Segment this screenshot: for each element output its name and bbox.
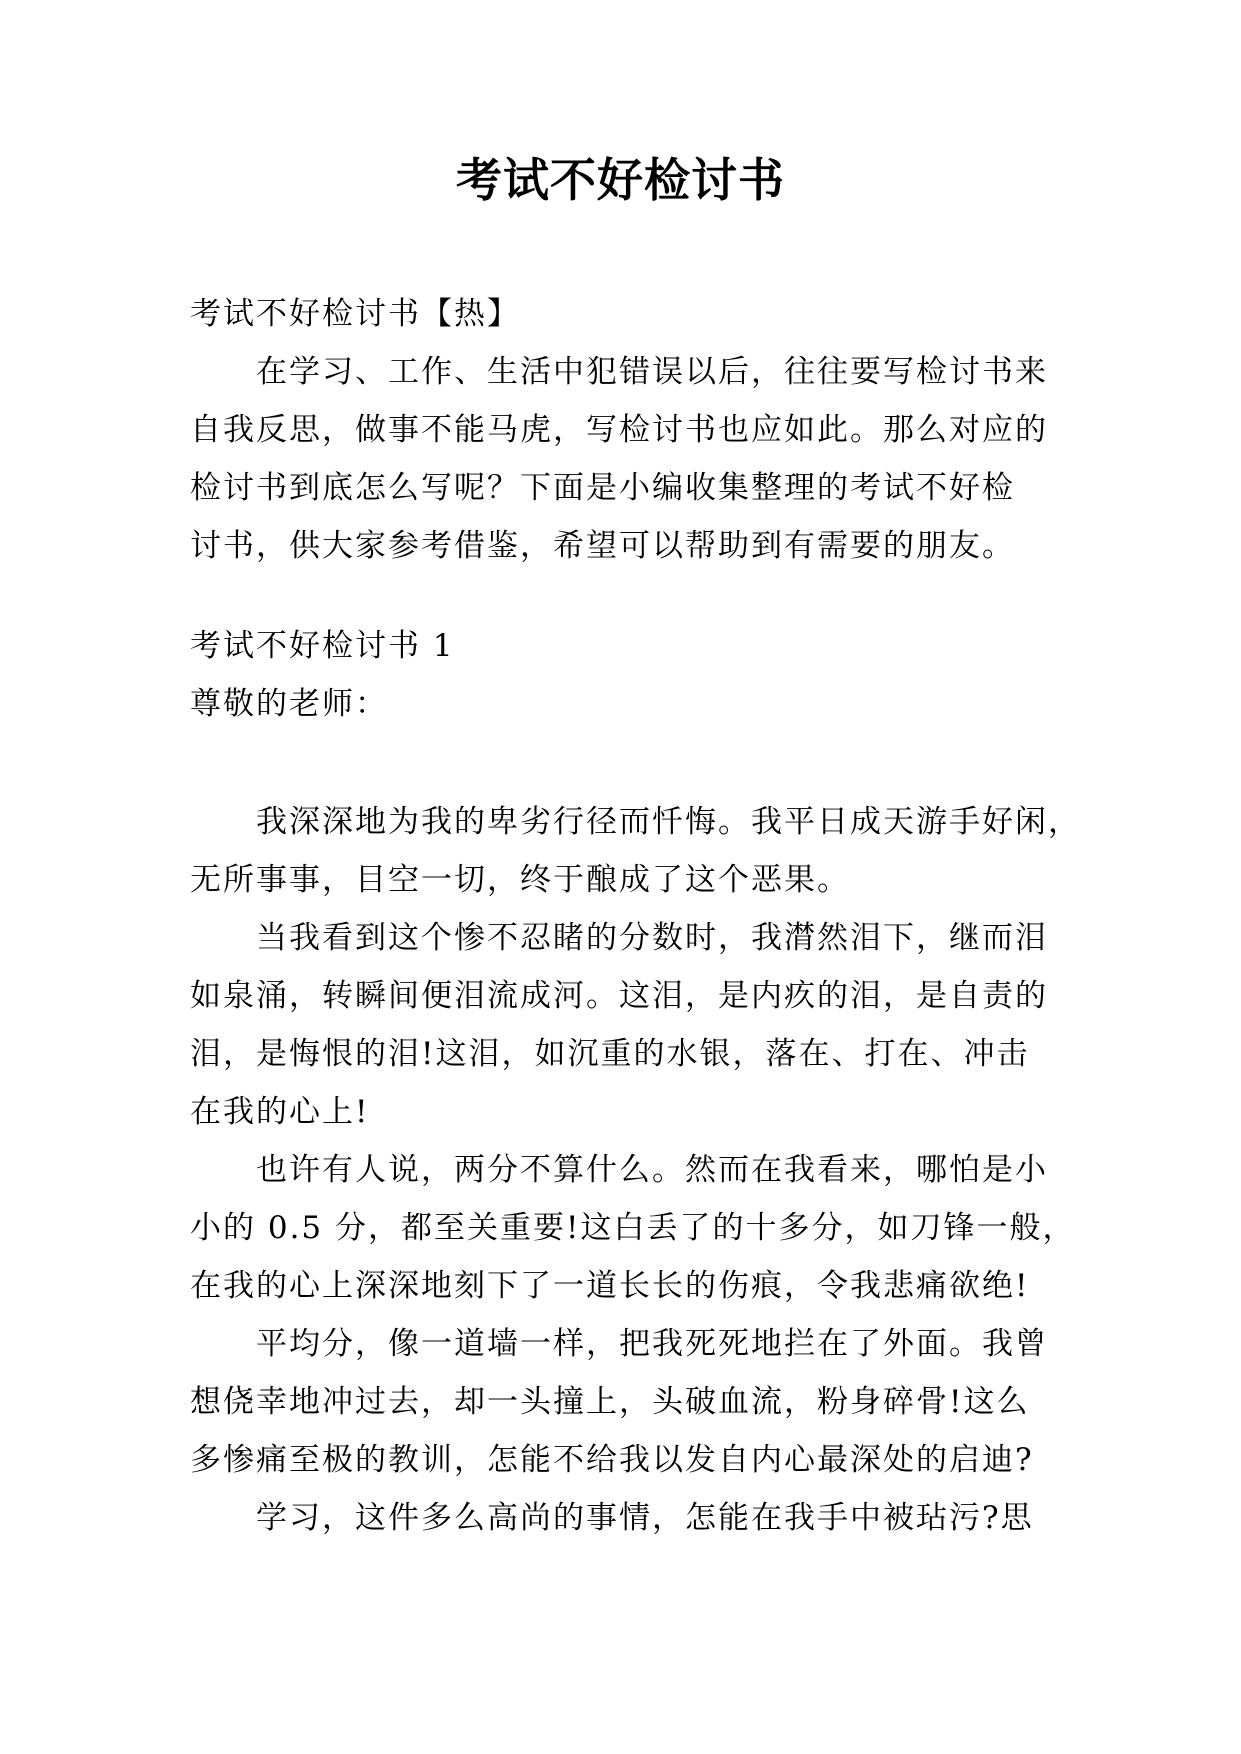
body-line-9: 在我的心上深深地刻下了一道长长的伤痕，令我悲痛欲绝! (190, 1268, 1030, 1304)
body-line-6: 在我的心上! (190, 1094, 370, 1130)
body-line-13: 学习，这件多么高尚的事情，怎能在我手中被玷污?思 (256, 1500, 1034, 1536)
intro-line-4: 讨书，供大家参考借鉴，希望可以帮助到有需要的朋友。 (190, 528, 1015, 564)
body-line-4: 如泉涌，转瞬间便泪流成河。这泪，是内疚的泪，是自责的 (190, 978, 1048, 1014)
body-line-1: 我深深地为我的卑劣行径而忏悔。我平日成天游手好闲， (256, 804, 1081, 840)
section-title: 考试不好检讨书 1 (190, 628, 455, 664)
heading-hot: 考试不好检讨书【热】 (190, 296, 520, 332)
body-line-3: 当我看到这个惨不忍睹的分数时，我潸然泪下，继而泪 (256, 920, 1048, 956)
body-line-8: 小的 0.5 分，都至关重要!这白丢了的十多分，如刀锋一般， (190, 1210, 1076, 1246)
spacer (190, 575, 1050, 617)
body-line-2: 无所事事，目空一切，终于酿成了这个恶果。 (190, 862, 850, 898)
intro-line-3: 检讨书到底怎么写呢？下面是小编收集整理的考试不好检 (190, 470, 1015, 506)
body-line-7: 也许有人说，两分不算什么。然而在我看来，哪怕是小 (256, 1152, 1048, 1188)
body-line-10: 平均分，像一道墙一样，把我死死地拦在了外面。我曾 (256, 1326, 1048, 1362)
spacer (190, 733, 1050, 793)
salutation: 尊敬的老师： (190, 686, 388, 722)
document-content (190, 285, 1081, 1547)
body-line-12: 多惨痛至极的教训，怎能不给我以发自内心最深处的启迪? (190, 1442, 1034, 1478)
body-line-11: 想侥幸地冲过去，却一头撞上，头破血流，粉身碎骨!这么 (190, 1384, 1030, 1420)
intro-line-2: 自我反思，做事不能马虎，写检讨书也应如此。那么对应的 (190, 412, 1048, 448)
intro-line-1: 在学习、工作、生活中犯错误以后，往往要写检讨书来 (256, 354, 1048, 390)
document-title: 考试不好检讨书 (456, 153, 785, 207)
body-line-5: 泪，是悔恨的泪!这泪，如沉重的水银，落在、打在、冲击 (190, 1036, 1030, 1072)
